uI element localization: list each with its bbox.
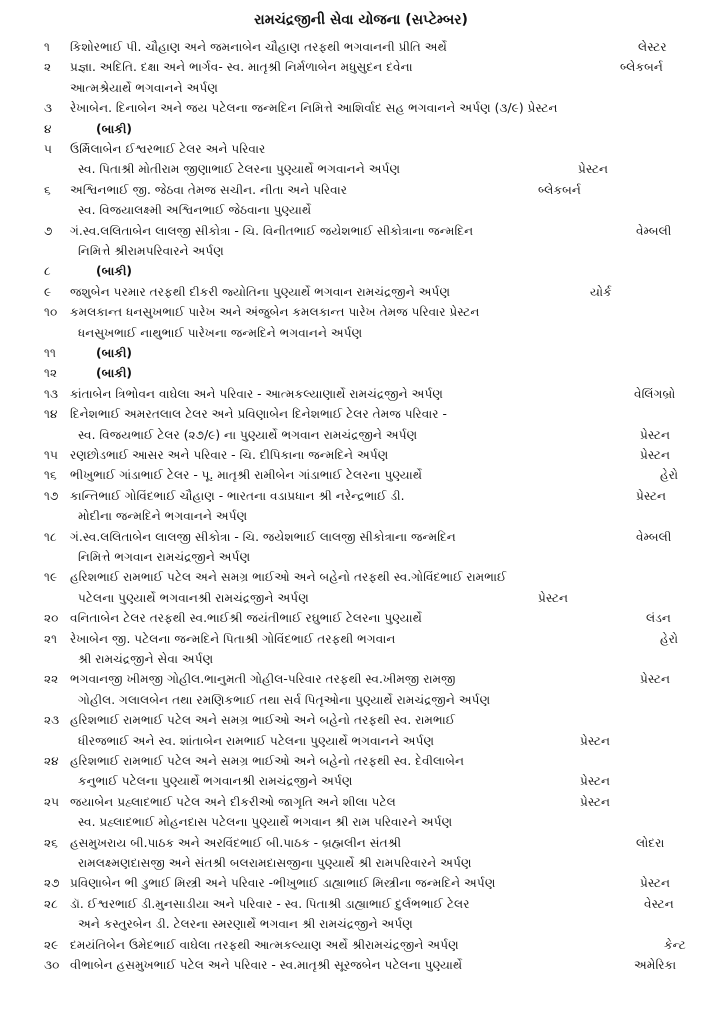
document-line [0, 448, 722, 470]
document-line [0, 570, 722, 592]
entry-text: ગં.સ્વ.લલિતાબેન લાલજી સીકોત્રા - ચિ. જયેશભાઈ લાલજી સીકોત્રાના જન્મદિન [70, 529, 456, 544]
entry-text: ધીરજભાઈ અને સ્વ. શાંતાબેન રામભાઈ પટેલના પુણ્યાર્થે ભગવાનને અર્પણ [78, 733, 435, 748]
entry-number: ૨૫ [44, 794, 60, 809]
document-line [0, 938, 722, 960]
document-line [0, 162, 722, 184]
entry-place: પ્રેસ્ટન [640, 876, 671, 891]
entry-text: હરિશભાઈ રામભાઈ પટેલ અને સમગ્ર ભાઈઓ અને બહેનો તરફથી સ્વ. દેવીલાબેન [70, 754, 465, 768]
document-line [0, 815, 722, 837]
document-line [0, 509, 722, 531]
document-line [0, 40, 722, 62]
entry-text: વીભાબેન હસમુખભાઈ પટેલ અને પરિવાર - સ્વ.માતૃશ્રી સૂરજબેન પટેલના પુણ્યાર્થે [70, 958, 463, 972]
document-line [0, 795, 722, 817]
entry-text: ગં.સ્વ.લલિતાબેન લાલજી સીકોત્રા - ચિ. વિનીતભાઈ જયેશભાઈ સીકોત્રાના જન્મદિન [70, 223, 474, 238]
entry-text: રેખાબેન. દિનાબેન અને જય પટેલના જન્મદિન નિમિત્તે આશિર્વાદ સહ ભગવાનને અર્પણ (૩/૯) પ્રેસ્ટન [70, 101, 558, 116]
entry-number: ૨૧ [44, 631, 58, 646]
entry-number: ૧૧ [44, 346, 56, 360]
document-line [0, 387, 722, 409]
entry-text: હરિશભાઈ રામભાઈ પટેલ અને સમગ્ર ભાઈઓ અને બહેનો તરફથી સ્વ.ગોવિંદભાઈ રામભાઈ [70, 570, 507, 585]
entry-place: પ્રેસ્ટન [640, 672, 671, 687]
entry-text: દિનેશભાઈ અમરતલાલ ટેલર અને પ્રવિણાબેન દિનેશભાઈ ટેલર તેમજ પરિવાર - [70, 407, 447, 422]
entry-text: શ્રી રામચંદ્રજીને સેવા અર્પણ [78, 652, 214, 666]
document-line [0, 958, 722, 980]
document-line [0, 530, 722, 552]
entry-text: સ્વ. વિજયાલક્ષ્મી અશ્વિનભાઈ જેઠવાના પુણ્યાર્થે [78, 203, 312, 218]
entry-place: પ્રેસ્ટન [538, 590, 569, 605]
entry-number: ૨૯ [44, 937, 59, 952]
entry-text: સ્વ. વિજયભાઈ ટેલર (૨૭/૯) ના પુણ્યાર્થે ભગવાન રામચંદ્રજીને અર્પણ [78, 427, 418, 442]
entry-number: ૪ [44, 121, 52, 136]
entry-number: ૨૭ [44, 876, 60, 891]
entry-number: ૨૨ [44, 672, 59, 687]
document-line [0, 122, 722, 144]
entry-number: ૧૮ [44, 529, 57, 544]
document-line [0, 101, 722, 123]
entry-text: રણછોડભાઈ આસર અને પરિવાર - ચિ. દીપિકાના જન્મદિને અર્પણ [70, 448, 389, 462]
entry-text: હસમુખરાય બી.પાઠક અને અરવિંદભાઈ બી.પાઠક - બ્રહ્મલીન સંતશ્રી [70, 835, 402, 850]
document-line [0, 407, 722, 429]
entry-number: ૨૪ [44, 754, 59, 768]
document-line [0, 917, 722, 939]
entry-number: ૧૯ [44, 570, 58, 585]
entry-text: (બાકી) [96, 121, 133, 136]
entry-place: લંડન [646, 611, 671, 626]
entry-place: લેસ્ટર [638, 40, 667, 54]
entry-text: ભીખુભાઈ ગાંડાભાઈ ટેલર - પૂ. માતૃશ્રી રામીબેન ગાંડાભાઈ ટેલરના પુણ્યાર્થે [70, 468, 423, 483]
document-line [0, 60, 722, 82]
entry-text: કનુભાઈ પટેલના પુણ્યાર્થે ભગવાનશ્રી રામચંદ્રજીને અર્પણ [78, 774, 353, 789]
entry-place: પ્રેસ્ટન [636, 488, 667, 503]
entry-text: ઉર્મિલાબેન ઈશ્વરભાઈ ટેલર અને પરિવાર [70, 142, 266, 156]
entry-text: રેખાબેન જી. પટેલના જન્મદિને પિતાશ્રી ગોવિંદભાઈ તરફથી ભગવાન [70, 631, 396, 646]
document-line [0, 244, 722, 266]
entry-text: કિશોરભાઈ પી. ચૌહાણ અને જમનાબેન ચૌહાણ તરફથી ભગવાનની પ્રીતિ અર્થે [70, 40, 447, 54]
entry-place: પ્રેસ્ટન [580, 774, 611, 789]
entry-number: ૨ [44, 60, 52, 75]
entry-number: ૮ [44, 264, 51, 279]
document-line [0, 203, 722, 225]
entry-text: રામલક્ષ્મણદાસજી અને સંતશ્રી બલરામદાસજીના પુણ્યાર્થે શ્રી રામપરિવારને અર્પણ [78, 856, 472, 870]
entry-place: વેમ્બલી [636, 223, 672, 238]
entry-number: ૫ [44, 142, 53, 156]
entry-number: ૧૪ [44, 407, 58, 422]
entry-text: જયાબેન પ્રહ્લાદભાઈ પટેલ અને દીકરીઓ જાગૃતિ અને શીલા પટેલ [70, 794, 396, 809]
document-line [0, 326, 722, 348]
entry-text: મોદીના જન્મદિને ભગવાનને અર્પણ [78, 509, 248, 524]
entry-text: કાંતાબેન ત્રિભોવન વાઘેલા અને પરિવાર - આત્મકલ્યાણાર્થે રામચંદ્રજીને અર્પણ [70, 386, 443, 401]
entry-place: પ્રેસ્ટન [580, 733, 611, 748]
entry-text: (બાકી) [96, 346, 133, 360]
entry-text: કાન્તિભાઈ ગોવિંદભાઈ ચૌહાણ - ભારતના વડાપ્રધાન શ્રી નરેન્દ્રભાઈ ડી. [70, 488, 405, 503]
document-line [0, 774, 722, 796]
document-line [0, 346, 722, 368]
entry-text: નિમિત્તે શ્રીરામપરિવારને અર્પણ [78, 244, 224, 258]
entry-place: અમેરિકા [634, 958, 677, 972]
document-line [0, 366, 722, 388]
entry-number: ૨૦ [44, 611, 59, 626]
entry-text: ધનસુખભાઈ નાથુભાઈ પારેખના જન્મદિને ભગવાનને અર્પણ [78, 325, 363, 340]
entry-text: દમયંતિબેન ઉમેદભાઈ વાઘેલા તરફથી આત્મકલ્યાણ અર્થે શ્રીરામચંદ્રજીને અર્પણ [70, 937, 459, 952]
entry-number: ૧ [44, 40, 50, 54]
entry-place: વેસ્ટન [644, 896, 674, 911]
entry-place: યોર્ક [590, 284, 612, 299]
entry-number: ૧૨ [44, 366, 58, 381]
document-line [0, 672, 722, 694]
document-line [0, 224, 722, 246]
entry-text: સ્વ. પ્રહ્લાદભાઈ મોહનદાસ પટેલના પુણ્યાર્થે ભગવાન શ્રી રામ પરિવારને અર્પણ [78, 815, 453, 830]
entry-text: (બાકી) [96, 264, 133, 279]
entry-number: ૨૮ [44, 896, 58, 911]
entry-place: પ્રેસ્ટન [640, 448, 671, 462]
document-line [0, 183, 722, 205]
entry-number: ૧૩ [44, 386, 59, 401]
document-line [0, 897, 722, 919]
entry-number: ૯ [44, 284, 52, 299]
entry-number: ૭ [44, 223, 53, 238]
document-line [0, 81, 722, 103]
entry-number: ૧૫ [44, 448, 58, 462]
document-line [0, 754, 722, 776]
entry-place: પ્રેસ્ટન [580, 794, 611, 809]
entry-number: ૧૬ [44, 468, 57, 483]
entry-text: આત્મશ્રેયાર્થે ભગવાનને અર્પણ [70, 80, 218, 95]
entry-text: કમલકાન્ત ધનસુખભાઈ પારેખ અને અંજુબેન કમલકાન્ત પારેખ તેમજ પરિવાર પ્રેસ્ટન [70, 305, 480, 320]
entry-place: પ્રેસ્ટન [640, 427, 671, 442]
document-line [0, 632, 722, 654]
entry-text: જશુબેન પરમાર તરફથી દીકરી જ્યોતિના પુણ્યાર્થે ભગવાન રામચંદ્રજીને અર્પણ [70, 284, 451, 299]
entry-place: હેરો [660, 468, 679, 483]
entry-text: હરિશભાઈ રામભાઈ પટેલ અને સમગ્ર ભાઈઓ અને બહેનો તરફથી સ્વ. રામભાઈ [70, 713, 456, 728]
document-line [0, 489, 722, 511]
entry-place: બ્લેકબર્ન [620, 60, 663, 75]
entry-number: ૨૬ [44, 835, 58, 850]
document-line [0, 142, 722, 164]
entry-number: ૩૦ [44, 958, 60, 972]
document-line [0, 856, 722, 878]
entry-number: ૩ [44, 101, 53, 116]
entry-text: ગોહીલ. ગલાલબેન તથા રમણિકભાઈ તથા સર્વ પિતૃઓના પુણ્યાર્થે રામચંદ્રજીને અર્પણ [78, 692, 491, 707]
document-line [0, 713, 722, 735]
document-line [0, 285, 722, 307]
entry-text: ડૉ. ઈશ્વરભાઈ ડી.મુનસાડીયા અને પરિવાર - સ્વ. પિતાશ્રી ડાહ્યાભાઈ દુર્લભભાઈ ટેલર [70, 896, 470, 911]
document-line [0, 305, 722, 327]
entry-place: લોદરા [636, 835, 665, 850]
document-line [0, 468, 722, 490]
entry-text: સ્વ. પિતાશ્રી મોતીરામ જીણાભાઈ ટેલરના પુણ્યાર્થે ભગવાનને અર્પણ [78, 162, 401, 177]
entry-place: બ્લેકબર્ન [538, 182, 581, 197]
entry-place: હેરો [660, 631, 679, 646]
entry-number: ૧૦ [44, 305, 58, 320]
entry-place: વેલિંગબ્રો [634, 386, 676, 401]
document-line [0, 264, 722, 286]
document-line [0, 876, 722, 898]
entry-text: ભગવાનજી ખીમજી ગોહીલ.ભાનુમતી ગોહીલ-પરિવાર તરફથી સ્વ.ખીમજી રામજી [70, 672, 456, 687]
entry-place: કેન્ટ [664, 937, 686, 952]
entry-place: વેમ્બલી [636, 529, 672, 544]
document-line [0, 591, 722, 613]
entry-place: પ્રેસ્ટન [578, 162, 609, 177]
page-title: રામચંદ્રજીની સેવા યોજના (સપ્ટેમ્બર) [254, 12, 468, 28]
entry-text: વનિતાબેન ટેલર તરફથી સ્વ.ભાઈશ્રી જયંતીભાઈ રઘુભાઈ ટેલરના પુણ્યાર્થે [70, 611, 422, 626]
entry-text: નિમિત્તે ભગવાન રામચંદ્રજીને અર્પણ [78, 550, 251, 564]
document-line [0, 652, 722, 674]
entry-number: ૨૩ [44, 713, 60, 728]
entry-text: અને કસ્તુરબેન ડી. ટેલરના સ્મરણાર્થે ભગવાન શ્રી રામચંદ્રજીને અર્પણ [78, 917, 413, 932]
entry-number: ૧૭ [44, 488, 59, 503]
entry-text: પટેલના પુણ્યાર્થે ભગવાનશ્રી રામચંદ્રજીને અર્પણ [78, 590, 309, 605]
document-line [0, 836, 722, 858]
entry-number: ૬ [44, 182, 51, 197]
entry-text: પ્રજ્ઞા. અદિતિ. દક્ષા અને ભાર્ગવ- સ્વ. માતૃશ્રી નિર્મળાબેન મધુસુદન દવેના [70, 60, 413, 75]
document-line [0, 428, 722, 450]
entry-text: અશ્વિનભાઈ જી. જેઠવા તેમજ સચીન. નીતા અને પરિવાર [70, 182, 348, 197]
document-line [0, 693, 722, 715]
entry-text: (બાકી) [96, 366, 133, 381]
document-line [0, 611, 722, 633]
document-line [0, 550, 722, 572]
entry-text: પ્રવિણાબેન ભી ડુભાઈ મિસ્ત્રી અને પરિવાર -ભીખુભાઈ ડાહ્યાભાઈ મિસ્ત્રીના જન્મદિને અર્પણ [70, 876, 496, 891]
document-line [0, 734, 722, 756]
